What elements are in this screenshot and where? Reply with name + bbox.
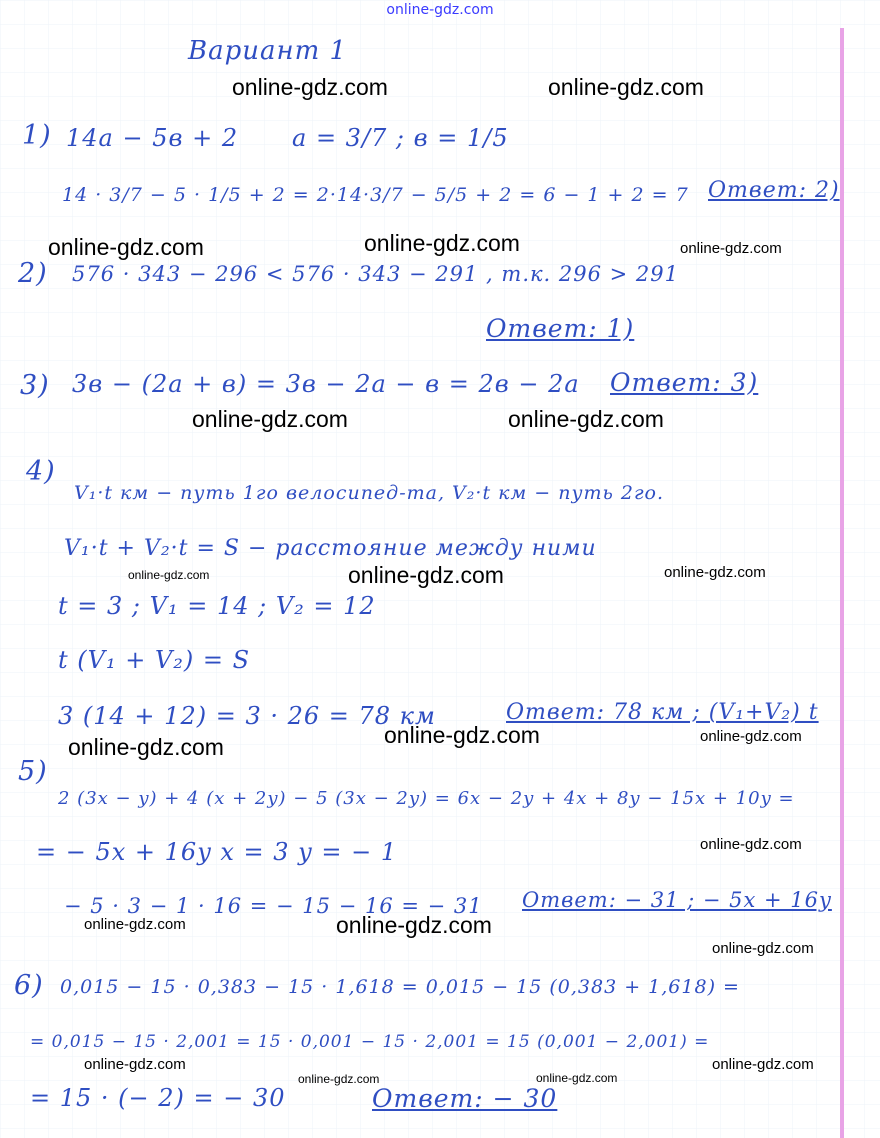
task-6-number: 6) [14, 970, 44, 1001]
watermark: online-gdz.com [84, 1056, 186, 1073]
task-1-answer: Ответ: 2) [708, 178, 840, 203]
watermark: online-gdz.com [548, 74, 704, 100]
task-3-number: 3) [20, 370, 50, 401]
watermark: online-gdz.com [536, 1071, 618, 1085]
task-4-line-1: V₁·t км − путь 1го велосипед-та, V₂·t км − путь 2го. [74, 482, 665, 504]
task-5-answer: Ответ: − 31 ; − 5x + 16y [522, 888, 832, 912]
task-1-expression: 14a − 5в + 2 [66, 124, 239, 152]
task-4-line-3: t = 3 ; V₁ = 14 ; V₂ = 12 [58, 592, 376, 620]
watermark: online-gdz.com [384, 722, 540, 748]
task-6-line-3: = 15 · (− 2) = − 30 [30, 1084, 286, 1112]
watermark: online-gdz.com [712, 1056, 814, 1073]
task-1-calculation: 14 · 3/7 − 5 · 1/5 + 2 = 2·14·3/7 − 5/5 + 2 = 6 − 1 + 2 = 7 [62, 184, 689, 206]
watermark: online-gdz.com [712, 940, 814, 957]
watermark: online-gdz.com [48, 234, 204, 260]
page-margin-line [840, 28, 844, 1138]
task-4-answer: Ответ: 78 км ; (V₁+V₂) t [506, 700, 819, 725]
task-5-line-3: − 5 · 3 − 1 · 16 = − 15 − 16 = − 31 [64, 894, 483, 918]
watermark: online-gdz.com [68, 734, 224, 760]
watermark: online-gdz.com [192, 406, 348, 432]
watermark: online-gdz.com [336, 912, 492, 938]
watermark: online-gdz.com [232, 74, 388, 100]
task-6-answer: Ответ: − 30 [372, 1084, 558, 1113]
task-6-line-2: = 0,015 − 15 · 2,001 = 15 · 0,001 − 15 · 2,001 = 15 (0,001 − 2,001) = [30, 1032, 710, 1052]
task-2-answer: Ответ: 1) [486, 314, 635, 343]
watermark: online-gdz.com [680, 240, 782, 257]
watermark: online-gdz.com [364, 230, 520, 256]
task-2-comparison: 576 · 343 − 296 < 576 · 343 − 291 , т.к. 296 > 291 [72, 262, 680, 286]
watermark: online-gdz.com [700, 836, 802, 853]
task-4-number: 4) [26, 456, 56, 487]
watermark: online-gdz.com [128, 568, 210, 582]
site-header-link[interactable]: online-gdz.com [386, 2, 494, 18]
task-5-line-2: = − 5x + 16y x = 3 y = − 1 [36, 838, 398, 866]
task-1-number: 1) [22, 120, 52, 151]
watermark: online-gdz.com [84, 916, 186, 933]
task-4-line-5: 3 (14 + 12) = 3 · 26 = 78 км [58, 702, 436, 730]
watermark: online-gdz.com [700, 728, 802, 745]
task-5-number: 5) [18, 756, 48, 787]
task-4-line-4: t (V₁ + V₂) = S [58, 646, 251, 674]
task-2-number: 2) [18, 258, 48, 289]
task-3-answer: Ответ: 3) [610, 368, 759, 397]
watermark: online-gdz.com [508, 406, 664, 432]
watermark: online-gdz.com [348, 562, 504, 588]
page-title: Вариант 1 [188, 36, 348, 66]
task-1-values: a = 3/7 ; в = 1/5 [292, 124, 509, 152]
task-4-line-2: V₁·t + V₂·t = S − расстояние между ними [64, 536, 597, 561]
task-3-expression: 3в − (2a + в) = 3в − 2a − в = 2в − 2a [72, 370, 580, 398]
watermark: online-gdz.com [298, 1072, 380, 1086]
task-5-line-1: 2 (3x − y) + 4 (x + 2y) − 5 (3x − 2y) = 6x − 2y + 4x + 8y − 15x + 10y = [58, 788, 795, 809]
watermark: online-gdz.com [664, 564, 766, 581]
task-6-line-1: 0,015 − 15 · 0,383 − 15 · 1,618 = 0,015 − 15 (0,383 + 1,618) = [60, 976, 740, 998]
